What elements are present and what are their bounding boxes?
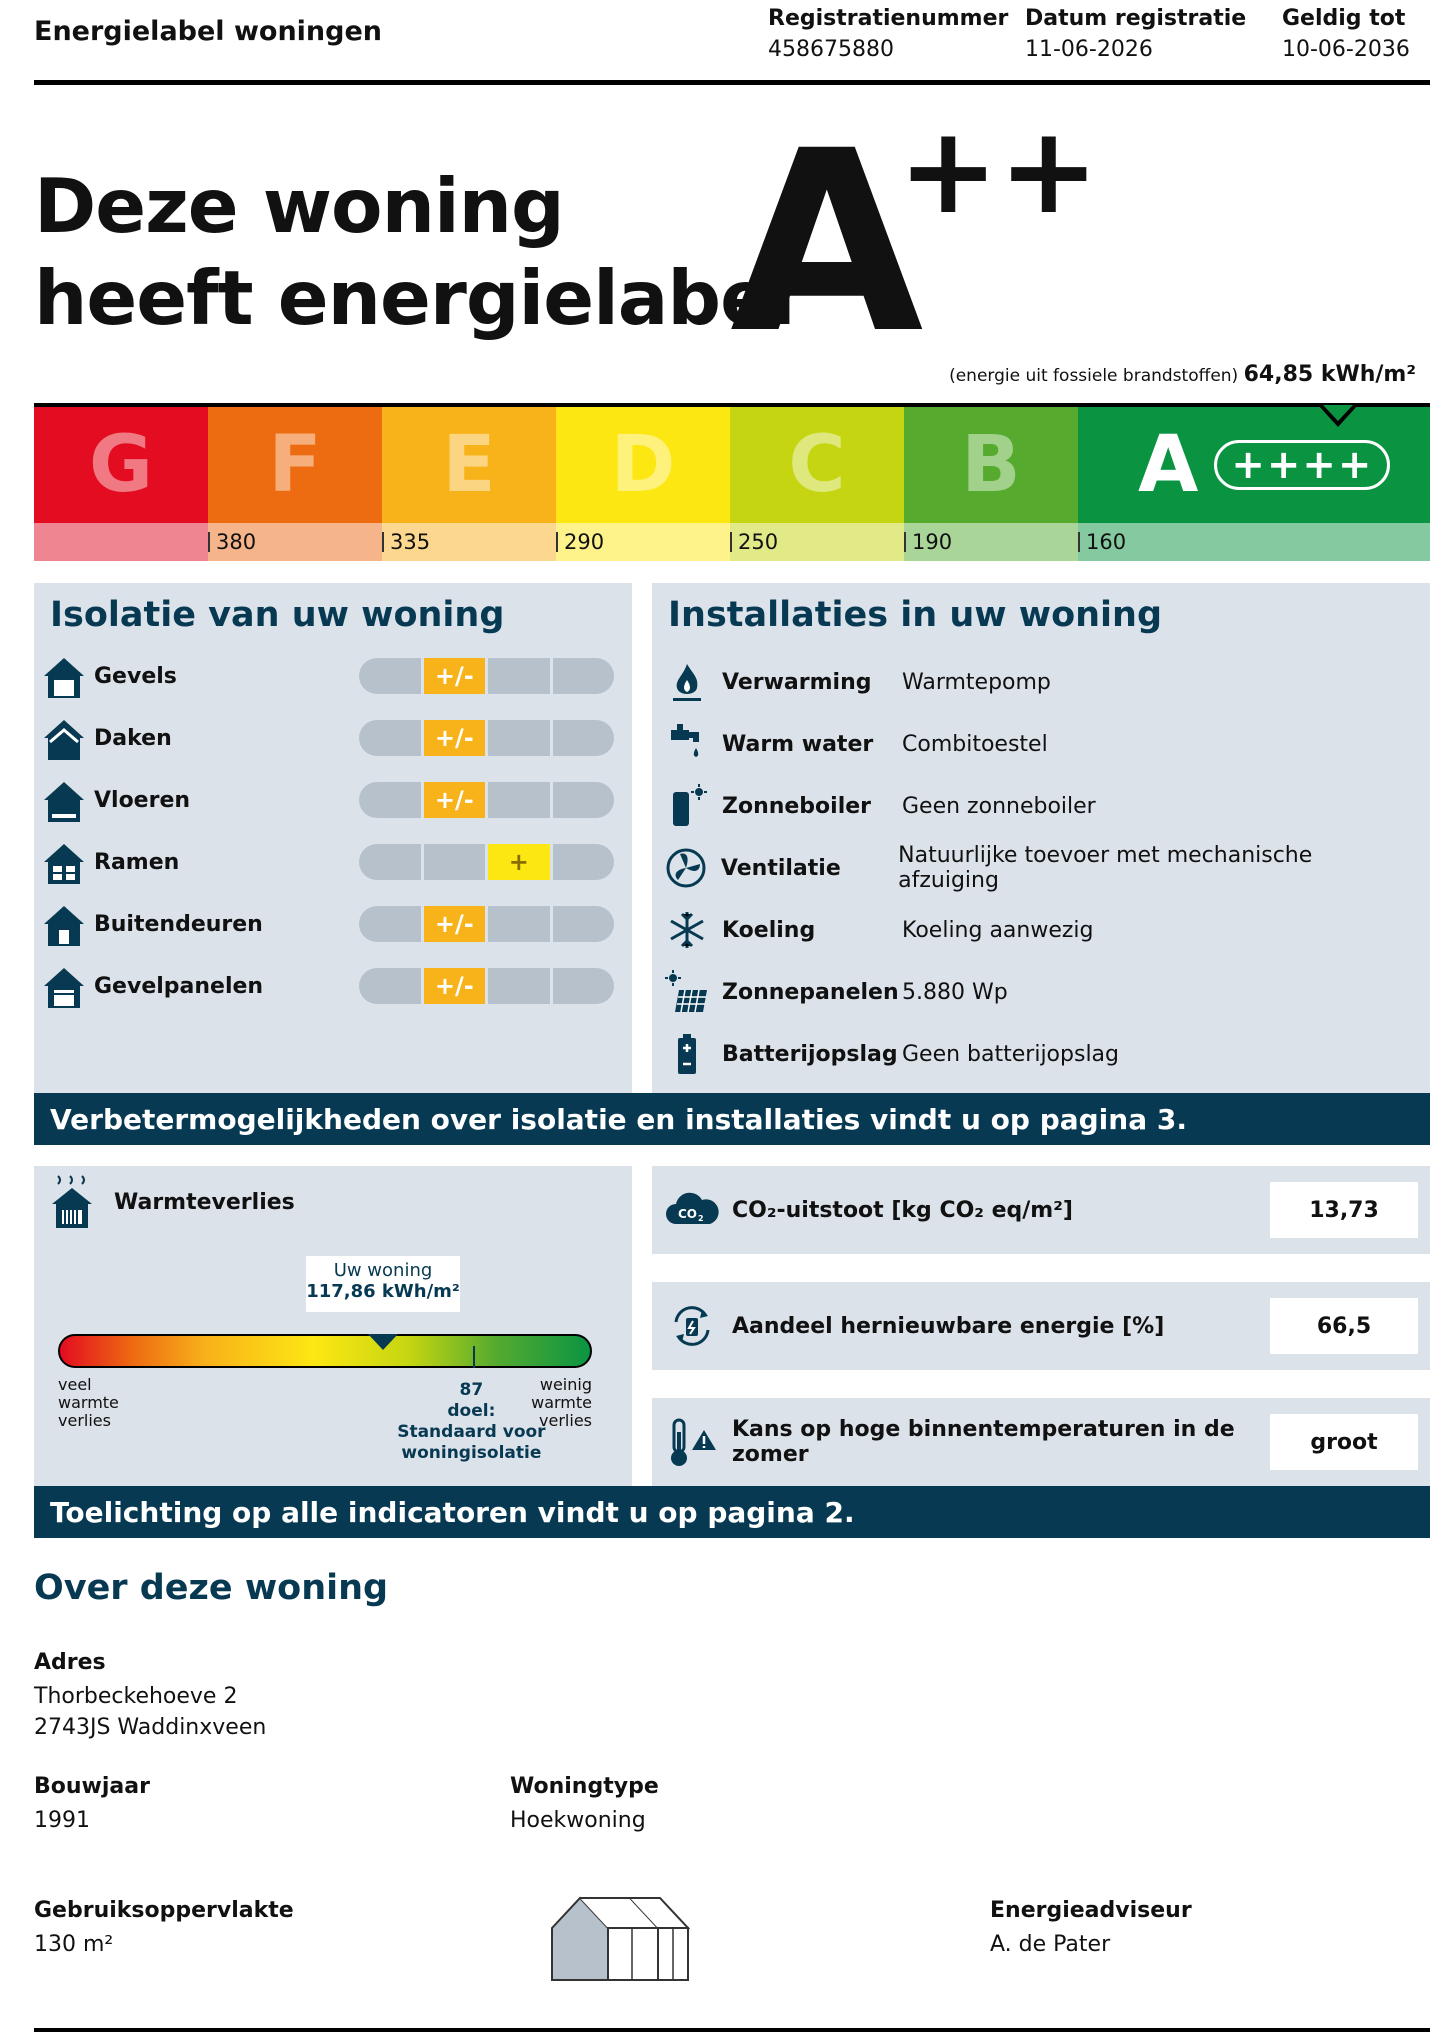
scale-letter-f: F: [268, 420, 322, 510]
scale-letter-g: G: [88, 420, 154, 510]
rating-segment: [553, 658, 615, 694]
isolatie-row: [34, 963, 634, 1009]
uw-woning-callout: Uw woning 117,86 kWh/m²: [306, 1256, 460, 1312]
installatie-row: [652, 845, 1412, 891]
rating-segment: [359, 782, 421, 818]
installatie-value: Koeling aanwezig: [902, 917, 1094, 943]
scale-threshold: 335: [382, 532, 430, 552]
roof-icon: [34, 716, 94, 760]
installatie-label: Koeling: [722, 917, 816, 943]
installatie-row: [652, 907, 1412, 953]
scale-threshold: 290: [556, 532, 604, 552]
improvement-banner: Verbetermogelijkheden over isolatie en installaties vindt u op pagina 3.: [34, 1093, 1430, 1145]
scale-threshold: 380: [208, 532, 256, 552]
installatie-value: Combitoestel: [902, 731, 1048, 757]
installatie-value: Geen batterijopslag: [902, 1041, 1120, 1067]
heat-loss-marker-icon: [368, 1334, 398, 1350]
snowflake-icon: [652, 908, 722, 952]
bouwjaar-field: Bouwjaar 1991: [34, 1774, 150, 1833]
isolatie-label: Ramen: [94, 849, 180, 875]
isolatie-rating-bar: [359, 844, 614, 880]
isolatie-label: Daken: [94, 725, 172, 751]
panel-icon: [34, 964, 94, 1008]
scale-letter-b: B: [961, 420, 1021, 510]
isolatie-label: Vloeren: [94, 787, 191, 813]
isolatie-row: [34, 653, 634, 699]
fossil-energy-note: (energie uit fossiele brandstoffen) 64,85 kWh/m²: [949, 362, 1416, 387]
energy-label-letter: A: [730, 97, 924, 388]
indicator-label: Kans op hoge binnentemperaturen in de zomer: [732, 1417, 1235, 1467]
isolatie-panel: [34, 583, 632, 1093]
address-field: Adres Thorbeckehoeve 2 2743JS Waddinxveen: [34, 1650, 267, 1740]
over-title: Over deze woning: [34, 1568, 389, 1608]
energy-label-scale: [34, 403, 1430, 561]
woningtype-field: Woningtype Hoekwoning: [510, 1774, 659, 1833]
door-icon: [34, 902, 94, 946]
installatie-label: Zonneboiler: [722, 793, 872, 819]
scale-segment-c: [730, 407, 904, 561]
rating-segment: +/-: [424, 658, 486, 694]
registration-date: Datum registratie 11-06-2026: [1025, 6, 1247, 62]
rating-segment: [359, 844, 421, 880]
tap-icon: [652, 722, 722, 766]
svg-text:CO: CO: [678, 1207, 698, 1221]
indicator-value: 13,73: [1270, 1182, 1418, 1238]
rating-segment: +/-: [424, 906, 486, 942]
rating-segment: [359, 906, 421, 942]
svg-text:2: 2: [698, 1214, 704, 1223]
renewable-icon: [652, 1302, 732, 1350]
scale-letter-d: D: [610, 420, 676, 510]
rating-segment: [488, 658, 550, 694]
installatie-label: Verwarming: [722, 669, 872, 695]
rating-segment: [359, 968, 421, 1004]
scale-threshold: 160: [1078, 532, 1126, 552]
warmteverlies-title: Warmteverlies: [114, 1190, 295, 1215]
heat-loss-right-label: weinig warmte verlies: [531, 1375, 592, 1430]
scale-letter-c: C: [788, 420, 846, 510]
installatie-row: [652, 969, 1412, 1015]
scale-segment-d: [556, 407, 730, 561]
isolatie-row: [34, 839, 634, 885]
rating-segment: +/-: [424, 968, 486, 1004]
installatie-value: Warmtepomp: [902, 669, 1051, 695]
footer-rule: [34, 2028, 1430, 2032]
isolatie-title: Isolatie van uw woning: [50, 595, 505, 635]
co2-icon: [652, 1190, 732, 1230]
hero-heading: Deze woning heeft energielabel: [34, 162, 795, 342]
installatie-row: [652, 1031, 1412, 1077]
installatie-value: 5.880 Wp: [902, 979, 1008, 1005]
installatie-label: Zonnepanelen: [722, 979, 899, 1005]
heat-loss-goal-label: 87 doel: Standaard voor woningisolatie: [397, 1380, 546, 1463]
indicators-banner: Toelichting op alle indicatoren vindt u op pagina 2.: [34, 1486, 1430, 1538]
flame-icon: [652, 660, 722, 704]
rating-segment: [553, 844, 615, 880]
fan-icon: [652, 846, 721, 890]
scale-threshold: 250: [730, 532, 778, 552]
rating-segment: +: [488, 844, 550, 880]
installatie-value: Geen zonneboiler: [902, 793, 1096, 819]
valid-until: Geldig tot 10-06-2036: [1282, 6, 1410, 62]
scale-letter-a: A: [1138, 420, 1199, 510]
heat-loss-gradient-bar: [58, 1334, 592, 1368]
scale-segment-a: [1078, 407, 1430, 561]
rating-segment: [553, 968, 615, 1004]
heat-loss-left-label: veel warmte verlies: [58, 1375, 119, 1430]
isolatie-rating-bar: [359, 968, 614, 1004]
installatie-value: Natuurlijke toevoer met mechanische afzuiging: [898, 843, 1313, 893]
heat-loss-icon: [50, 1174, 94, 1234]
scale-plus-badge: ++++: [1214, 440, 1390, 490]
scale-segment-e: [382, 407, 556, 561]
scale-letter-e: E: [442, 420, 496, 510]
indicator-row: [652, 1166, 1430, 1254]
rating-segment: [553, 720, 615, 756]
rating-segment: [488, 782, 550, 818]
window-icon: [34, 840, 94, 884]
rating-segment: [488, 968, 550, 1004]
isolatie-label: Gevelpanelen: [94, 973, 264, 999]
rating-segment: [359, 658, 421, 694]
installatie-label: Warm water: [722, 731, 874, 757]
facade-icon: [34, 654, 94, 698]
installatie-row: [652, 721, 1412, 767]
floor-icon: [34, 778, 94, 822]
installatie-label: Ventilatie: [720, 855, 841, 881]
isolatie-rating-bar: [359, 906, 614, 942]
indicator-row: [652, 1398, 1430, 1486]
scale-segment-b: [904, 407, 1078, 561]
scale-segment-g: [34, 407, 208, 561]
installatie-row: [652, 783, 1412, 829]
warmteverlies-panel: [34, 1166, 632, 1486]
isolatie-row: [34, 777, 634, 823]
energieadviseur-field: Energieadviseur A. de Pater: [990, 1898, 1192, 1957]
indicator-value: 66,5: [1270, 1298, 1418, 1354]
isolatie-rating-bar: [359, 658, 614, 694]
rating-segment: [488, 720, 550, 756]
indicator-value: groot: [1270, 1414, 1418, 1470]
rating-segment: [488, 906, 550, 942]
isolatie-label: Gevels: [94, 663, 177, 689]
installatie-label: Batterijopslag: [722, 1041, 898, 1067]
document-title: Energielabel woningen: [34, 16, 383, 47]
scale-threshold: 190: [904, 532, 952, 552]
rating-segment: [359, 720, 421, 756]
scale-segment-f: [208, 407, 382, 561]
isolatie-rating-bar: [359, 782, 614, 818]
rating-segment: [553, 782, 615, 818]
rating-segment: +/-: [424, 782, 486, 818]
thermometer-icon: [652, 1416, 732, 1468]
isolatie-label: Buitendeuren: [94, 911, 263, 937]
isolatie-row: [34, 901, 634, 947]
isolatie-row: [34, 715, 634, 761]
oppervlakte-field: Gebruiksoppervlakte 130 m²: [34, 1898, 294, 1957]
heat-loss-goal-tick: [473, 1346, 475, 1368]
solar-boiler-icon: [652, 784, 722, 828]
indicator-label: Aandeel hernieuwbare energie [%]: [732, 1313, 1165, 1339]
indicator-label: CO₂-uitstoot [kg CO₂ eq/m²]: [732, 1197, 1073, 1223]
rating-segment: [553, 906, 615, 942]
installatie-row: [652, 659, 1412, 705]
scale-pointer-inner: [1323, 405, 1353, 421]
installaties-panel: [652, 583, 1430, 1093]
battery-icon: [652, 1032, 722, 1076]
house-type-icon: [550, 1892, 690, 1986]
isolatie-rating-bar: [359, 720, 614, 756]
indicator-row: [652, 1282, 1430, 1370]
rating-segment: [424, 844, 486, 880]
energy-label-plus: ++: [898, 102, 1100, 241]
installaties-title: Installaties in uw woning: [668, 595, 1163, 635]
solar-panel-icon: [652, 970, 722, 1014]
header-rule: [34, 80, 1430, 85]
registration-number: Registratienummer 458675880: [768, 6, 1009, 62]
rating-segment: +/-: [424, 720, 486, 756]
